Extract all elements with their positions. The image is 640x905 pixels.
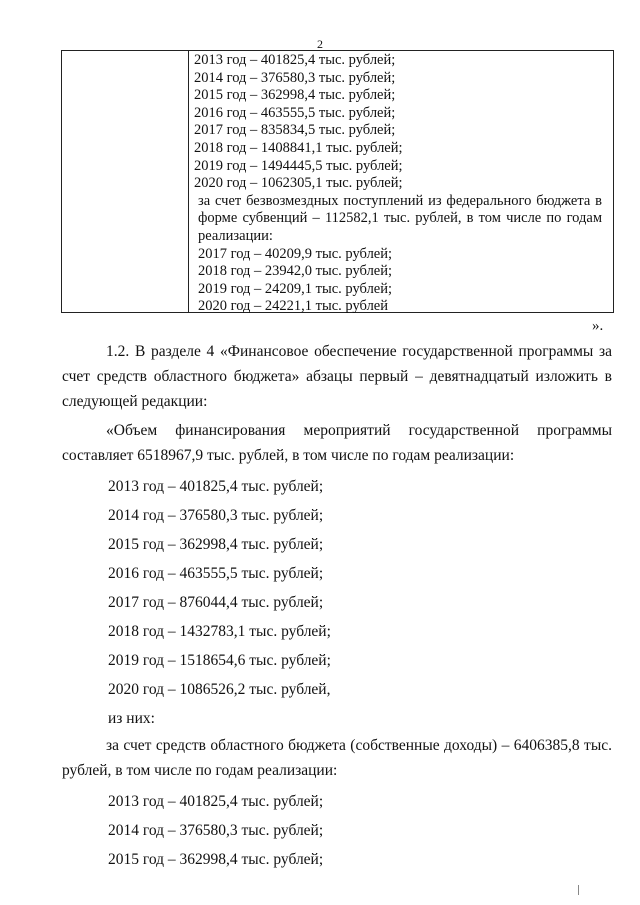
total-year-2018: 2018 год – 1432783,1 тыс. рублей;: [108, 623, 331, 640]
total-year-2019: 2019 год – 1518654,6 тыс. рублей;: [108, 652, 331, 669]
total-year-2013: 2013 год – 401825,4 тыс. рублей;: [108, 478, 324, 495]
table-row-2017: 2017 год – 835834,5 тыс. рублей;: [194, 122, 396, 139]
section-body: [62, 339, 612, 874]
from-them-label: из них:: [108, 710, 155, 727]
total-year-2017: 2017 год – 876044,4 тыс. рублей;: [108, 594, 324, 611]
federal-row-2019: 2019 год – 24209,1 тыс. рублей;: [198, 280, 393, 297]
federal-row-2017: 2017 год – 40209,9 тыс. рублей;: [198, 245, 393, 262]
paragraph-volume: «Объем финансирования мероприятий государственной программы составляет 6518967,9 тыс. рублей, в том числе по годам реализации:: [62, 422, 612, 464]
table-row-2013: 2013 год – 401825,4 тыс. рублей;: [194, 52, 396, 68]
federal-row-2018: 2018 год – 23942,0 тыс. рублей;: [198, 263, 393, 280]
table-row-2019: 2019 год – 1494445,5 тыс. рублей;: [194, 157, 403, 174]
paragraph-1-2: 1.2. В разделе 4 «Финансовое обеспечение государственной программы за счет средств областного бюджета» абзацы первый – девятнадцатый изложить в следующей редакции:: [62, 343, 612, 410]
regional-year-2013: 2013 год – 401825,4 тыс. рублей;: [108, 793, 324, 810]
total-year-2014: 2014 год – 376580,3 тыс. рублей;: [108, 507, 324, 524]
paragraph-regional: за счет средств областного бюджета (собственные доходы) – 6406385,8 тыс. рублей, в том числе по годам реализации:: [62, 737, 612, 779]
close-quote: ».: [592, 318, 604, 334]
page-number: 2: [317, 37, 323, 51]
table-row-2014: 2014 год – 376580,3 тыс. рублей;: [194, 69, 396, 86]
table-row-2020: 2020 год – 1062305,1 тыс. рублей;: [194, 175, 403, 192]
funding-table: [61, 50, 614, 313]
regional-year-2015: 2015 год – 362998,4 тыс. рублей;: [108, 851, 324, 868]
table-row-2016: 2016 год – 463555,5 тыс. рублей;: [194, 104, 396, 121]
table-right-column: [192, 52, 612, 316]
regional-year-2014: 2014 год – 376580,3 тыс. рублей;: [108, 822, 324, 839]
total-year-2015: 2015 год – 362998,4 тыс. рублей;: [108, 536, 324, 553]
federal-intro: за счет безвозмездных поступлений из федерального бюджета в форме субвенций – 112582,1 тыс. рублей, в том числе по годам реализации:: [198, 192, 602, 244]
table-row-2018: 2018 год – 1408841,1 тыс. рублей;: [194, 139, 403, 156]
table-left-column: [62, 51, 189, 312]
scan-mark: [578, 885, 579, 895]
table-row-2015: 2015 год – 362998,4 тыс. рублей;: [194, 87, 396, 104]
federal-row-2020: 2020 год – 24221,1 тыс. рублей: [198, 298, 389, 315]
total-year-2020: 2020 год – 1086526,2 тыс. рублей,: [108, 681, 331, 698]
total-year-2016: 2016 год – 463555,5 тыс. рублей;: [108, 565, 324, 582]
